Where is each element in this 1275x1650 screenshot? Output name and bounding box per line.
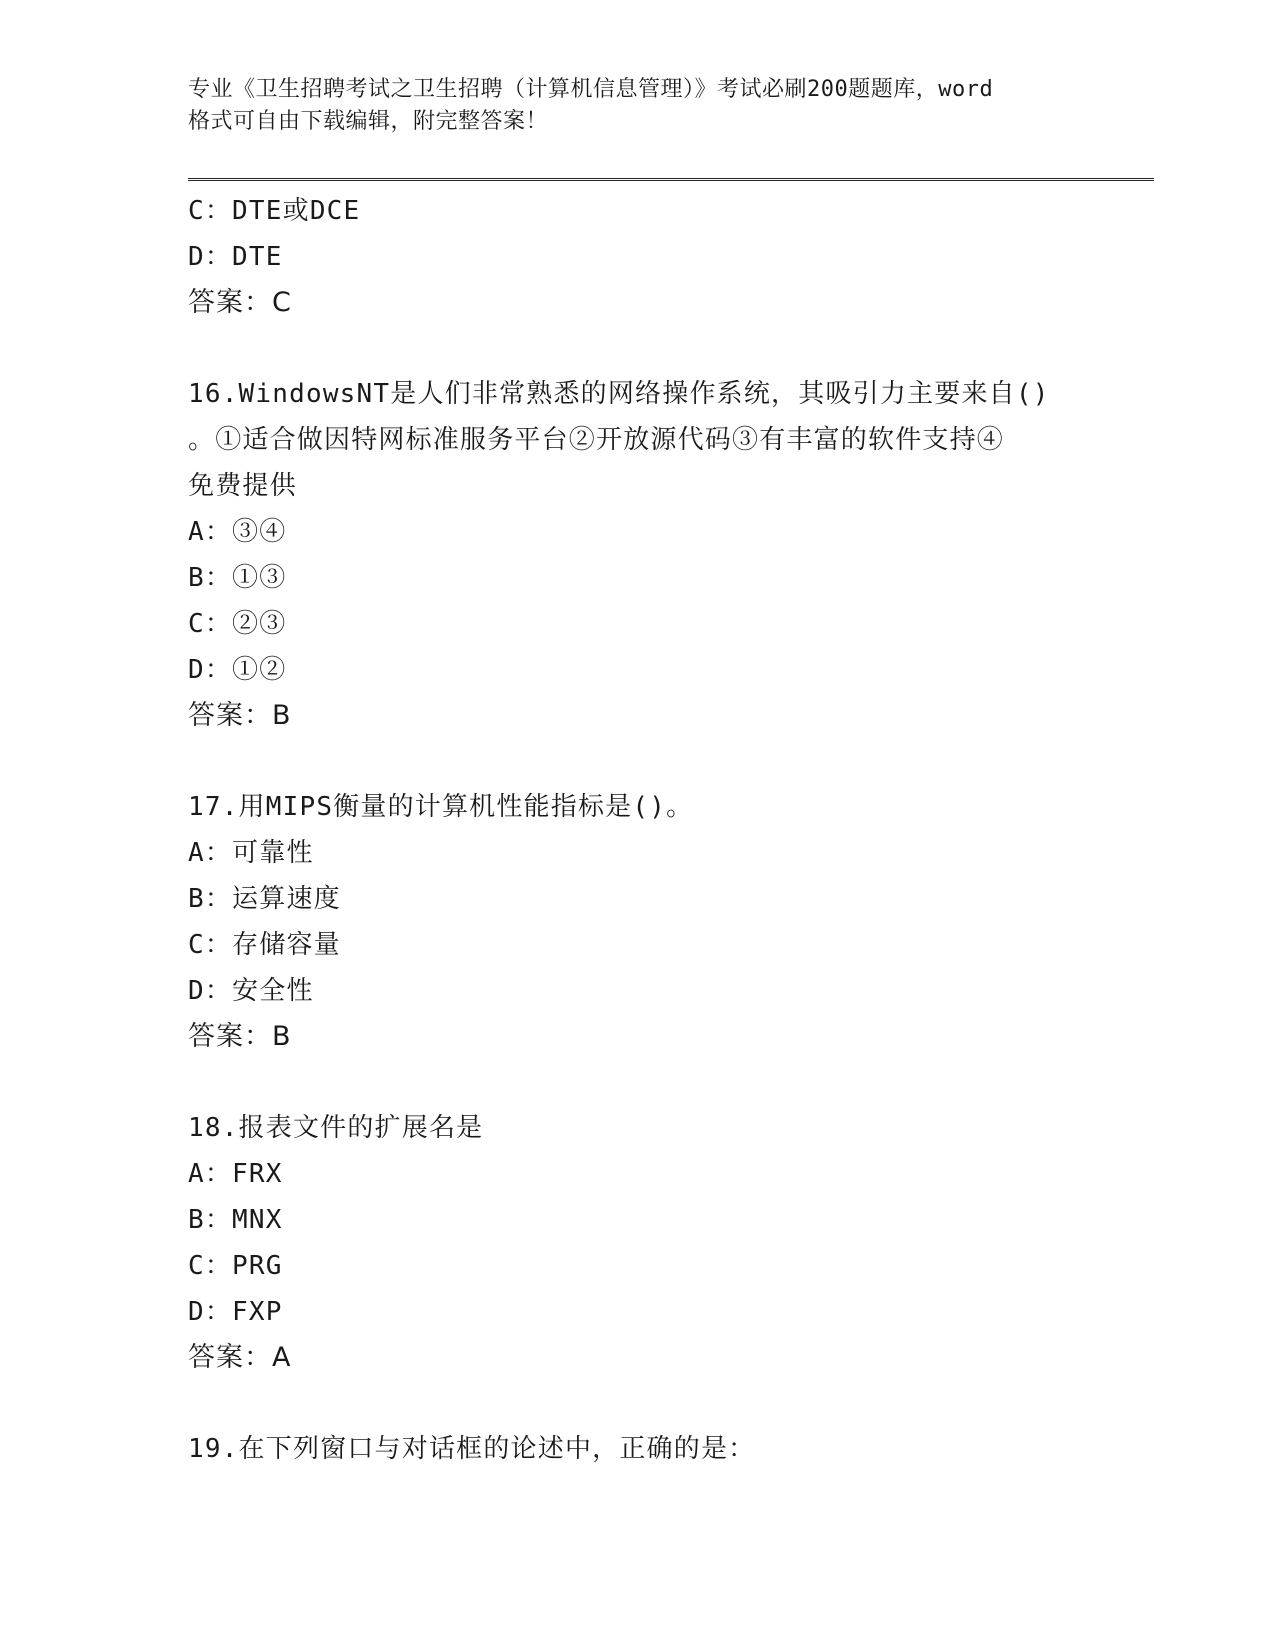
question-stem-line: 16.WindowsNT是人们非常熟悉的网络操作系统，其吸引力主要来自() <box>188 379 1050 409</box>
option-d: D：DTE <box>188 242 283 272</box>
answer-label: 答案：A <box>188 1342 292 1373</box>
option-a: A：③④ <box>188 517 287 547</box>
option-c: C：DTE或DCE <box>188 196 361 226</box>
option-c: C：②③ <box>188 609 287 639</box>
question-stem-line: 17.用MIPS衡量的计算机性能指标是()。 <box>188 792 694 822</box>
question-16 <box>188 371 1088 739</box>
option-a: A：FRX <box>188 1159 283 1189</box>
answer-label: 答案：B <box>188 700 292 731</box>
option-d: D：①② <box>188 655 287 685</box>
option-a: A：可靠性 <box>188 838 314 868</box>
question-15-tail <box>188 188 1088 326</box>
option-b: B：MNX <box>188 1205 283 1235</box>
question-stem-line: 18.报表文件的扩展名是 <box>188 1113 484 1143</box>
option-b: B：①③ <box>188 563 287 593</box>
option-b: B：运算速度 <box>188 884 341 914</box>
option-c: C：PRG <box>188 1251 283 1281</box>
option-c: C：存储容量 <box>188 930 341 960</box>
question-stem-line: 免费提供 <box>188 471 297 501</box>
header-line-2: 格式可自由下载编辑，附完整答案！ <box>188 109 549 134</box>
answer-label: 答案：C <box>188 287 292 318</box>
option-d: D：安全性 <box>188 976 314 1006</box>
question-stem-line: 19.在下列窗口与对话框的论述中，正确的是： <box>188 1434 756 1464</box>
question-18 <box>188 1105 1088 1381</box>
header-divider <box>188 178 1154 181</box>
option-d: D：FXP <box>188 1297 283 1327</box>
document-header <box>188 74 1088 138</box>
question-list <box>188 188 1088 1472</box>
question-17 <box>188 784 1088 1060</box>
question-stem-line: 。①适合做因特网标准服务平台②开放源代码③有丰富的软件支持④ <box>188 425 1005 455</box>
question-19 <box>188 1426 1088 1472</box>
header-line-1: 专业《卫生招聘考试之卫生招聘（计算机信息管理）》考试必刷200题题库，word <box>188 77 994 102</box>
answer-label: 答案：B <box>188 1021 292 1052</box>
